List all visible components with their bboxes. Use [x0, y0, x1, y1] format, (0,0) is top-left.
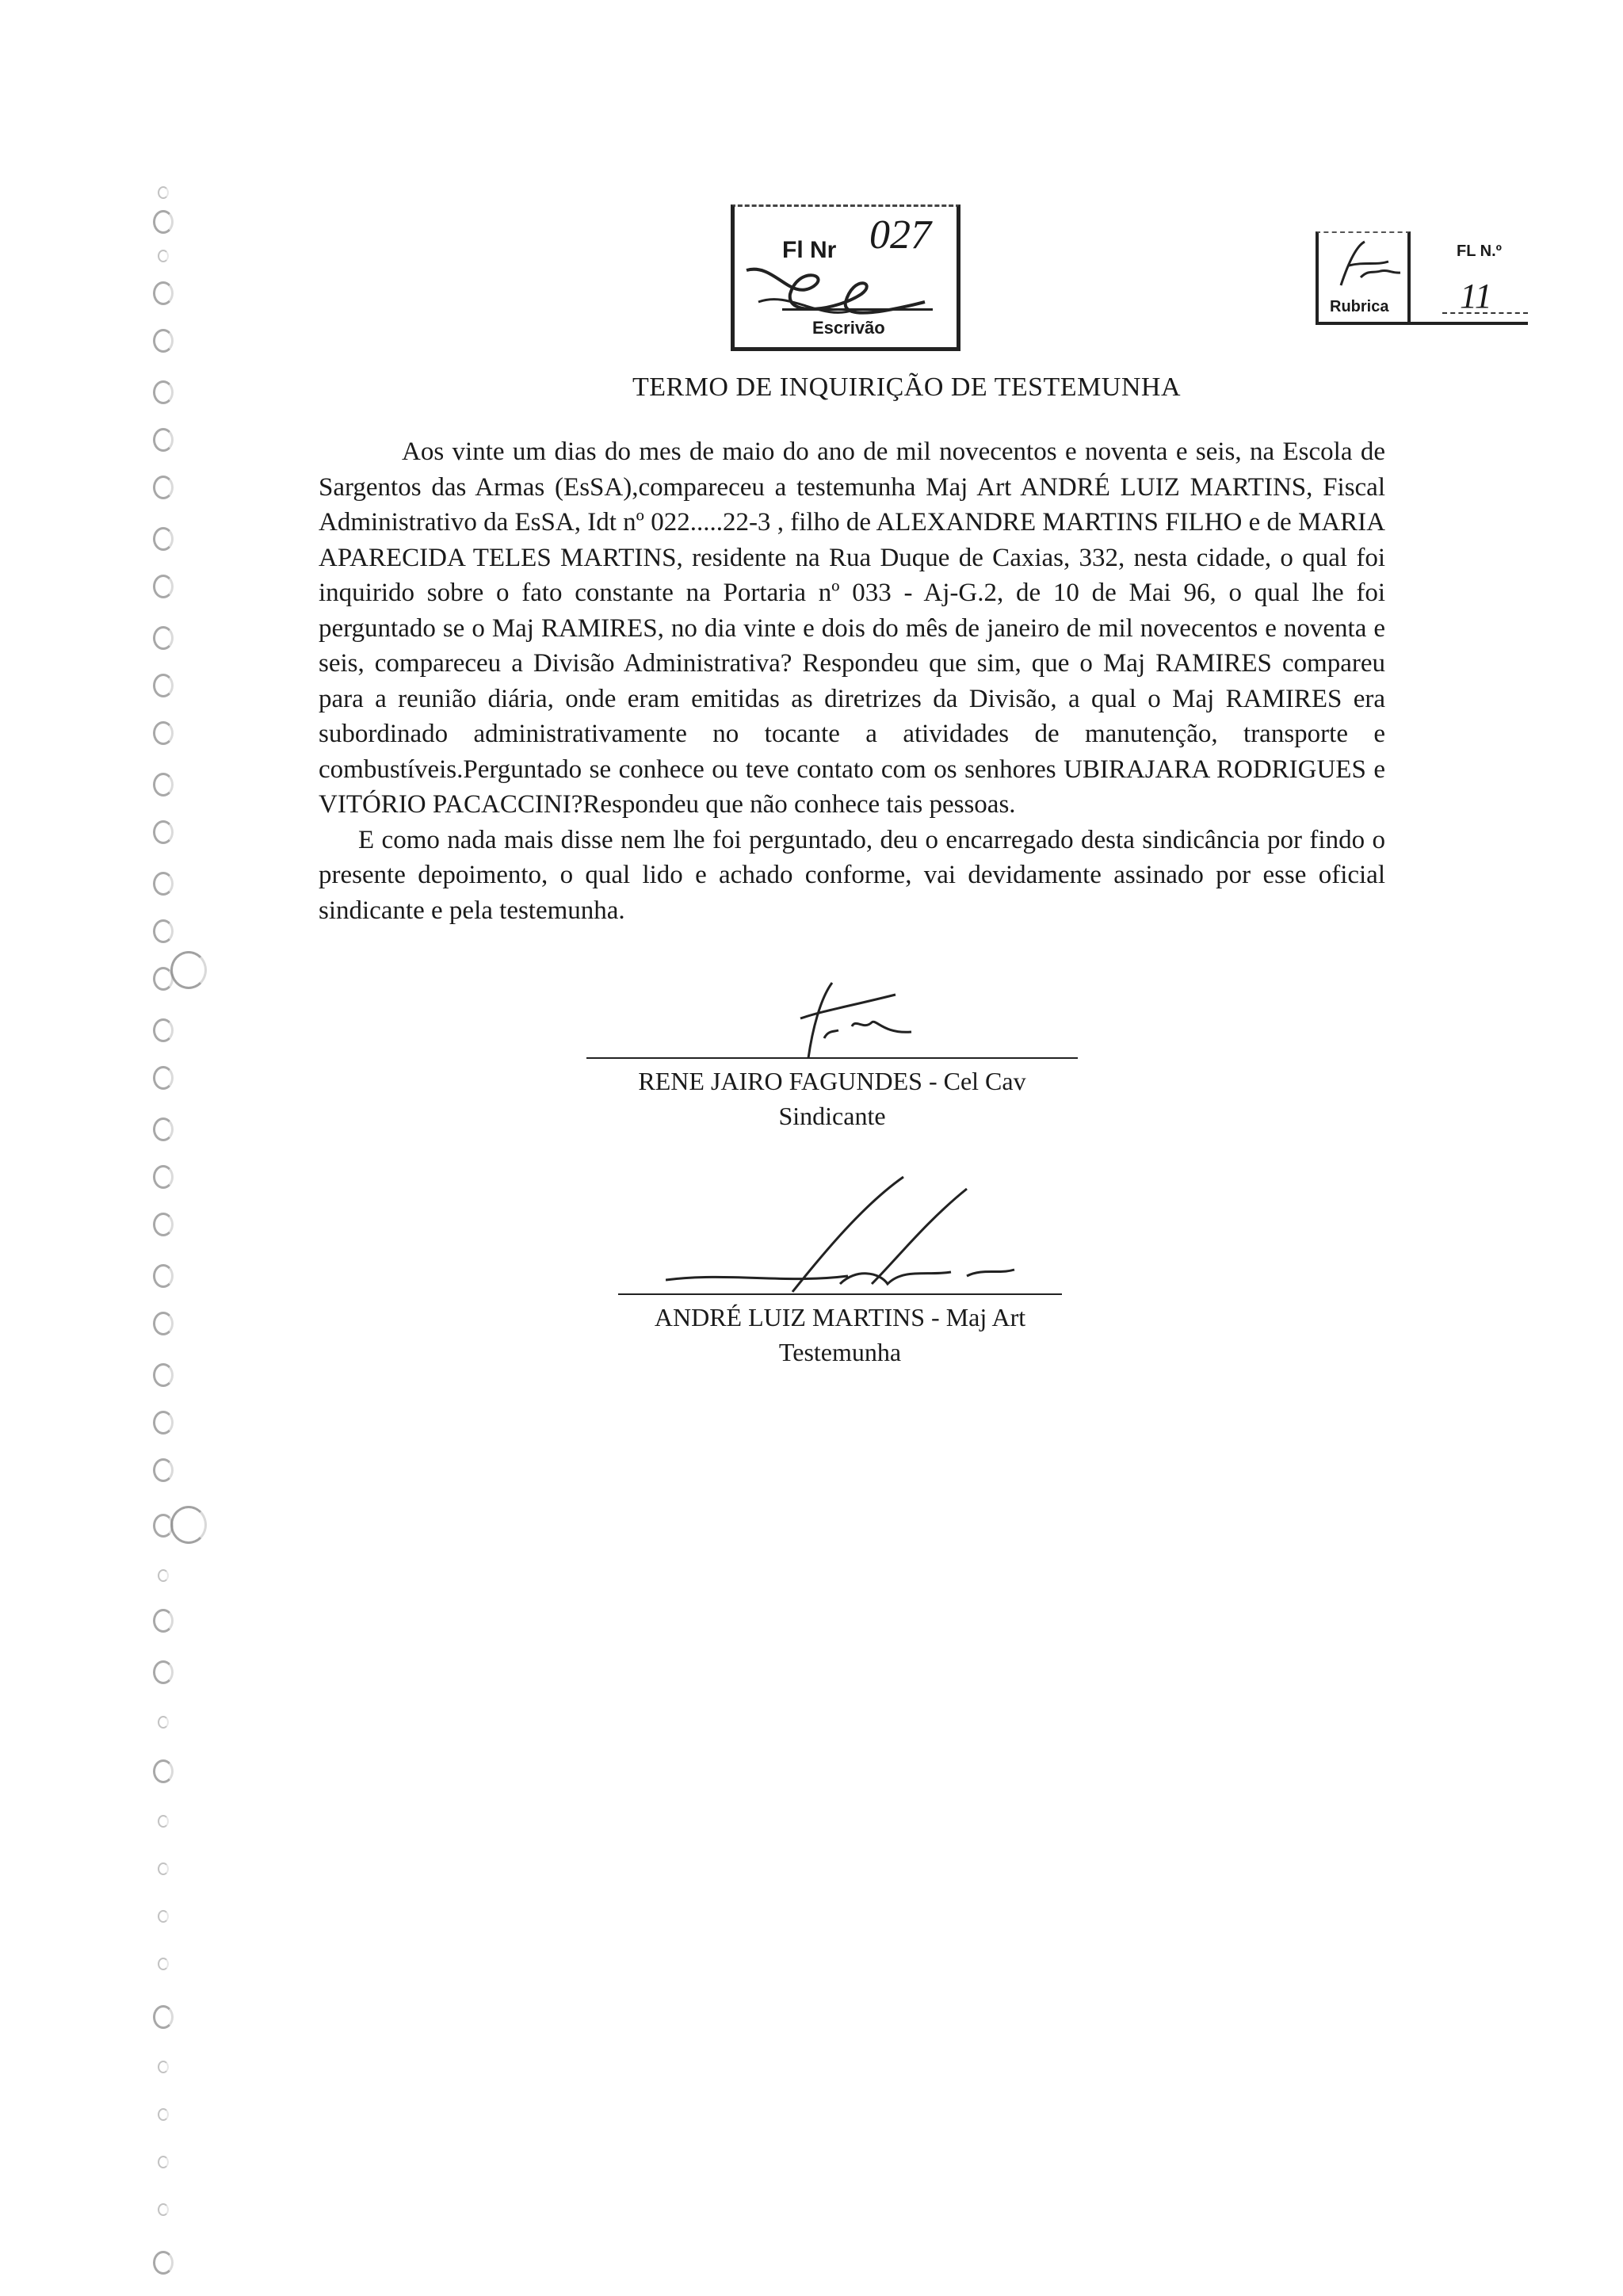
binder-hole — [153, 428, 174, 452]
testemunha-signature-block — [618, 1293, 1062, 1370]
binder-hole — [153, 674, 174, 697]
binder-hole — [153, 575, 174, 598]
binder-hole — [153, 1117, 174, 1141]
binder-hole — [158, 186, 169, 199]
binder-hole — [158, 1958, 169, 1970]
binder-hole — [170, 951, 207, 989]
binder-hole — [153, 1066, 174, 1090]
fl-line — [1442, 312, 1528, 314]
binder-hole — [158, 1569, 169, 1582]
folha-signature-line — [782, 308, 933, 311]
rubrica-stamp — [1316, 231, 1528, 325]
rubrica-box — [1316, 231, 1411, 322]
folha-label: Fl Nr — [782, 237, 837, 263]
sindicante-signature-line — [586, 1057, 1078, 1059]
binder-hole — [153, 1264, 174, 1288]
binder-hole — [153, 1759, 174, 1783]
binder-hole — [158, 250, 169, 262]
binder-hole — [153, 820, 174, 844]
binder-hole — [153, 1213, 174, 1236]
binder-hole — [153, 1660, 174, 1684]
binder-hole — [158, 2156, 169, 2168]
binder-hole — [153, 527, 174, 551]
binder-hole — [158, 2203, 169, 2216]
testemunha-signature-icon — [666, 1173, 1046, 1308]
binder-hole — [153, 1411, 174, 1435]
binder-hole — [153, 281, 174, 305]
binder-hole — [153, 919, 174, 943]
sindicante-signature-icon — [777, 975, 935, 1062]
binder-hole — [153, 2251, 174, 2275]
testemunha-signature-line — [618, 1293, 1062, 1295]
binder-hole — [158, 2061, 169, 2073]
binder-hole — [153, 1363, 174, 1387]
binder-hole — [153, 1312, 174, 1335]
binder-hole — [153, 626, 174, 650]
binder-hole — [158, 1862, 169, 1875]
binder-hole — [153, 1609, 174, 1633]
document-title: TERMO DE INQUIRIÇÃO DE TESTEMUNHA — [632, 372, 1182, 402]
testemunha-role: Testemunha — [778, 1338, 902, 1366]
binder-hole — [153, 1458, 174, 1482]
binder-hole — [153, 872, 174, 896]
body-paragraph-1: Aos vinte um dias do mes de maio do ano de mil novecentos e noventa e seis, na Escola de Sargentos das Armas (EsSA),compareceu a testemunha Maj Art ANDRÉ LUIZ MARTINS, Fiscal Administrativo da EsSA, Idt nº 022.....22-3 , filho de ALEXANDRE MARTINS FILHO e de MARIA APARECIDA TELES MARTINS, residente na Rua Duque de Caxias, 332, nesta cidade, o qual foi inquirido sobre o fato constante na Portaria nº 033 - Aj-G.2, de 10 de Mai 96, o qual lhe foi perguntado se o Maj RAMIRES, no dia vinte e dois do mês de janeiro de mil novecentos e noventa e seis, compareceu a Divisão Administrativa? Respondeu que sim, que o Maj RAMIRES compareu para a reunião diária, onde eram emitidas as diretrizes da Divisão, a qual o Maj RAMIRES era subordinado administrativamente no tocante a atividades de manutenção, transporte e combustíveis.Perguntado se conhece ou teve contato com os senhores UBIRAJARA RODRIGUES e VITÓRIO PACACCINI?Respondeu que não conhece tais pessoas. — [319, 437, 1385, 819]
binder-hole — [158, 1815, 169, 1828]
rubrica-signature-icon — [1333, 238, 1404, 293]
body-paragraph-2: E como nada mais disse nem lhe foi perguntado, deu o encarregado desta sindicância por findo o presente depoimento, o qual lido e achado conforme, vai devidamente assinado por esse oficial sindicante e pela testemunha. — [319, 825, 1385, 925]
fl-label: FL N.º — [1457, 243, 1502, 260]
sindicante-role: Sindicante — [778, 1102, 886, 1130]
binder-hole — [153, 721, 174, 745]
binder-hole — [158, 1910, 169, 1923]
folha-number-stamp — [731, 204, 960, 351]
binder-hole — [158, 2108, 169, 2121]
sindicante-signature-block — [586, 1057, 1078, 1133]
folha-role: Escrivão — [812, 318, 885, 338]
binder-hole — [170, 1506, 207, 1544]
fl-number: 11 — [1460, 277, 1492, 315]
testemunha-name: ANDRÉ LUIZ MARTINS - Maj Art — [654, 1303, 1026, 1331]
sindicante-name: RENE JAIRO FAGUNDES - Cel Cav — [638, 1067, 1026, 1095]
binder-hole — [158, 1716, 169, 1729]
binder-holes — [139, 174, 186, 2283]
binder-hole — [153, 773, 174, 797]
binder-hole — [153, 476, 174, 499]
binder-hole — [153, 210, 174, 234]
binder-hole — [153, 329, 174, 353]
document-body — [319, 434, 1385, 928]
binder-hole — [153, 1165, 174, 1189]
binder-hole — [153, 2005, 174, 2029]
folha-number: 027 — [869, 212, 931, 258]
binder-hole — [153, 1018, 174, 1042]
rubrica-label: Rubrica — [1330, 298, 1389, 315]
